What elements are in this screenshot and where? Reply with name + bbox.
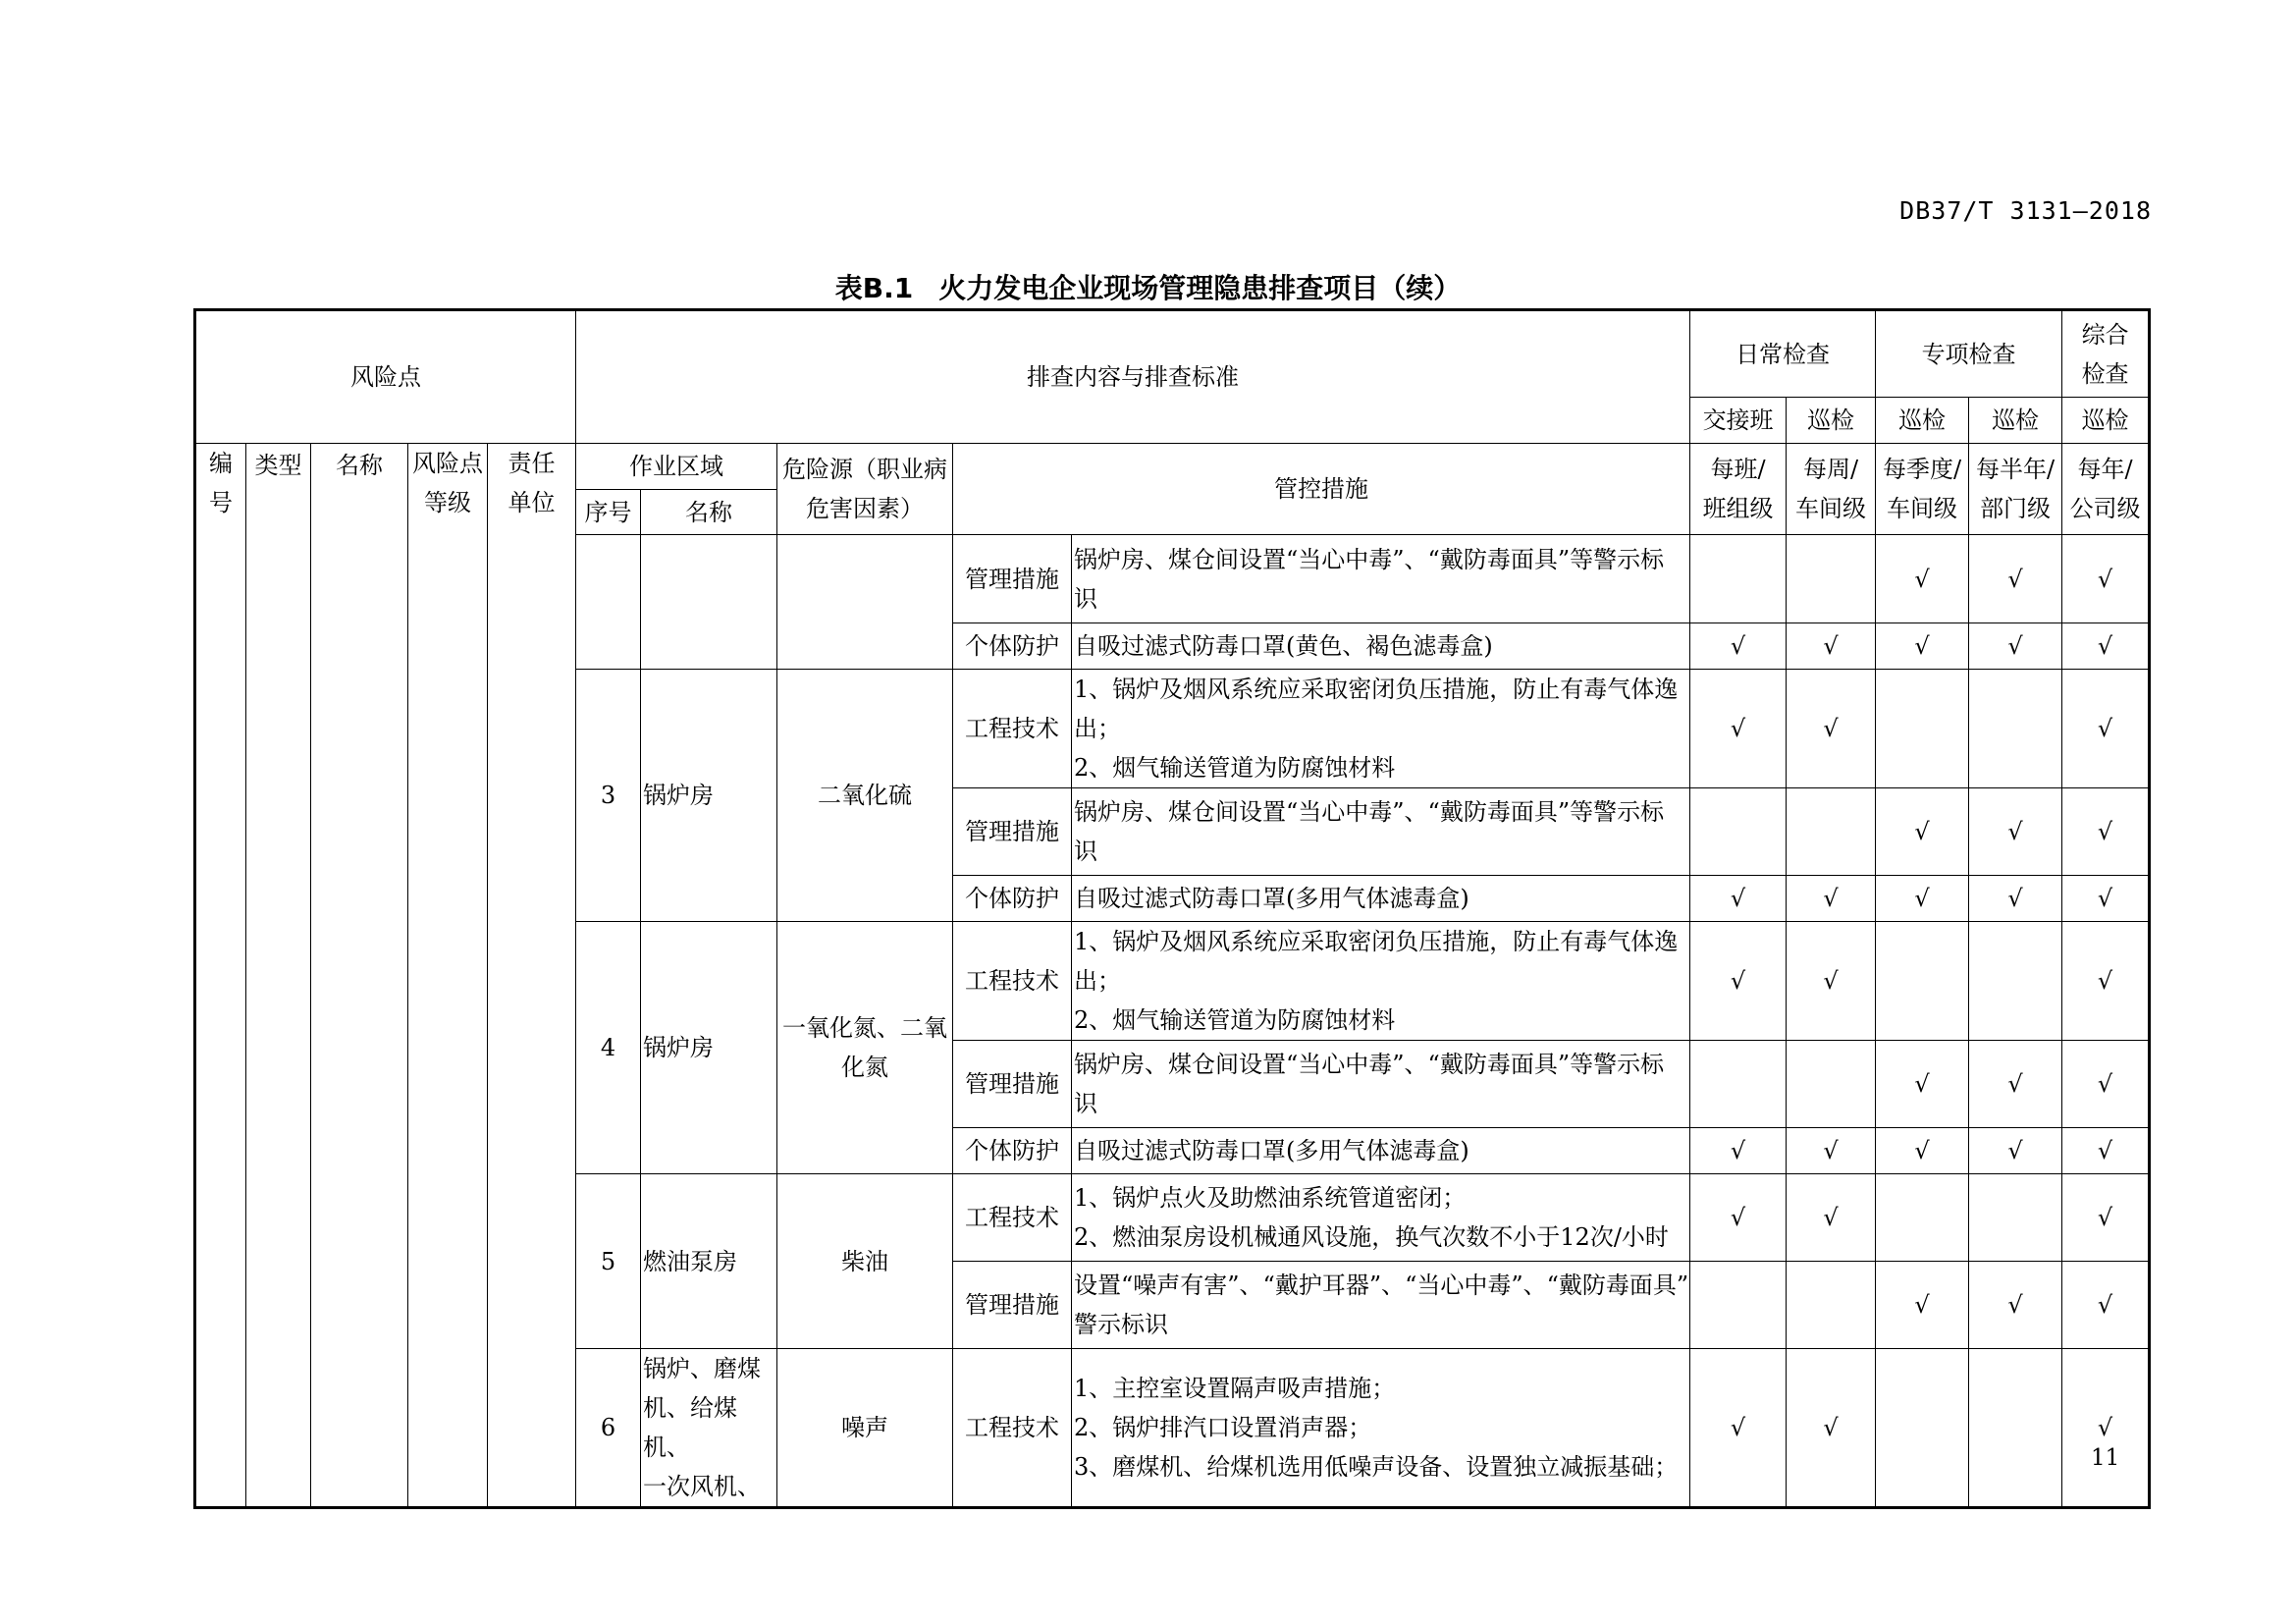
- row-hazard: [777, 670, 953, 922]
- text-line: 自吸过滤式防毒口罩(多用气体滤毒盒): [1074, 1137, 1469, 1164]
- work-area-header: 作业区域: [576, 444, 777, 490]
- check-cell: √: [1690, 922, 1787, 1041]
- row-area-name: [641, 670, 777, 922]
- check-cell: √: [1969, 535, 2062, 623]
- check-cell: √: [1690, 670, 1787, 788]
- row-hazard: [777, 922, 953, 1174]
- daily-check-header: 日常检查: [1690, 310, 1876, 398]
- row-area-name: [641, 535, 777, 670]
- check-cell: [1969, 670, 2062, 788]
- text-line: 自吸过滤式防毒口罩(多用气体滤毒盒): [1074, 885, 1469, 912]
- text-line: 2、烟气输送管道为防腐蚀材料: [1074, 1006, 1396, 1034]
- check-cell: √: [1787, 670, 1876, 788]
- check-cell: √: [1690, 1128, 1787, 1174]
- measure-text: [1072, 922, 1690, 1041]
- check-cell: [1876, 1349, 1969, 1508]
- check-cell: [1876, 670, 1969, 788]
- check-cell: √: [2062, 623, 2150, 670]
- text-line: 识: [1074, 584, 1098, 613]
- text-line: 一次风机、: [643, 1473, 762, 1500]
- responsible-unit-header: 责任 单位: [488, 444, 576, 1508]
- hazard-header: 危险源（职业病 危害因素）: [777, 444, 953, 535]
- check-cell: [1690, 788, 1787, 876]
- measure-text: [1072, 1174, 1690, 1262]
- measure-category: 管理措施: [953, 788, 1072, 876]
- text-line: 1、锅炉点火及助燃油系统管道密闭；: [1074, 1184, 1467, 1212]
- check-cell: √: [2062, 670, 2150, 788]
- measure-category: 个体防护: [953, 623, 1072, 670]
- text-line: 识: [1074, 1090, 1098, 1117]
- check-cell: √: [1876, 535, 1969, 623]
- number-header: 编 号: [195, 444, 246, 1508]
- text-line: 二氧化硫: [818, 782, 913, 809]
- measure-category: 管理措施: [953, 535, 1072, 623]
- control-measures-header: 管控措施: [953, 444, 1690, 535]
- name-header: 名称: [311, 444, 408, 1508]
- measure-category: 管理措施: [953, 1041, 1072, 1128]
- row-sequence: 5: [576, 1174, 641, 1349]
- check-cell: [1787, 535, 1876, 623]
- check-cell: √: [1969, 1041, 2062, 1128]
- measure-category: 个体防护: [953, 876, 1072, 922]
- measure-text: [1072, 1128, 1690, 1174]
- risk-point-header: 风险点: [195, 310, 576, 444]
- text-line: 锅炉房: [643, 782, 715, 809]
- row-hazard: [777, 1174, 953, 1349]
- patrol-header: 巡检: [1969, 398, 2062, 444]
- measure-text: [1072, 1349, 1690, 1508]
- patrol-header: 巡检: [1787, 398, 1876, 444]
- check-cell: [1969, 1349, 2062, 1508]
- text-line: 噪声: [841, 1414, 889, 1441]
- frequency-header: 每班/ 班组级: [1690, 444, 1787, 535]
- check-cell: √: [1787, 922, 1876, 1041]
- row-hazard: [777, 535, 953, 670]
- measure-category: 工程技术: [953, 1349, 1072, 1508]
- text-line: 锅炉房、煤仓间设置“当心中毒”、“戴防毒面具”等警示标: [1074, 545, 1665, 573]
- check-cell: √: [2062, 1262, 2150, 1349]
- check-cell: √: [1787, 623, 1876, 670]
- row-sequence: 4: [576, 922, 641, 1174]
- check-cell: √: [2062, 1128, 2150, 1174]
- row-area-name: [641, 1174, 777, 1349]
- text-line: 识: [1074, 838, 1098, 865]
- text-line: 机、给煤机、: [643, 1394, 738, 1461]
- text-line: 2、锅炉排汽口设置消声器；: [1074, 1414, 1372, 1441]
- measure-text: [1072, 1041, 1690, 1128]
- check-cell: [1876, 922, 1969, 1041]
- check-cell: √: [2062, 922, 2150, 1041]
- check-cell: √: [1876, 623, 1969, 670]
- inspection-table: [193, 308, 2151, 1509]
- patrol-header: 巡检: [1876, 398, 1969, 444]
- table-number: 表B.1: [834, 272, 914, 304]
- frequency-header: 每季度/ 车间级: [1876, 444, 1969, 535]
- text-line: 2、燃油泵房设机械通风设施，换气次数不小于12次/小时: [1074, 1223, 1669, 1251]
- check-cell: √: [1787, 1349, 1876, 1508]
- handover-header: 交接班: [1690, 398, 1787, 444]
- check-cell: [1690, 1041, 1787, 1128]
- check-cell: √: [1690, 1174, 1787, 1262]
- check-cell: √: [2062, 1174, 2150, 1262]
- risk-level-header: 风险点 等级: [408, 444, 488, 1508]
- measure-text: [1072, 535, 1690, 623]
- measure-category: 个体防护: [953, 1128, 1072, 1174]
- check-cell: [1690, 535, 1787, 623]
- text-line: 2、烟气输送管道为防腐蚀材料: [1074, 754, 1396, 782]
- check-cell: √: [2062, 788, 2150, 876]
- sequence-header: 序号: [576, 490, 641, 535]
- row-sequence: 3: [576, 670, 641, 922]
- check-cell: √: [2062, 1349, 2150, 1508]
- check-cell: √: [2062, 535, 2150, 623]
- inspection-content-header: 排查内容与排查标准: [576, 310, 1690, 444]
- measure-category: 工程技术: [953, 922, 1072, 1041]
- area-name-header: 名称: [641, 490, 777, 535]
- check-cell: [1876, 1174, 1969, 1262]
- check-cell: √: [1787, 876, 1876, 922]
- measure-text: [1072, 670, 1690, 788]
- row-area-name: [641, 1349, 777, 1508]
- check-cell: √: [1969, 623, 2062, 670]
- patrol-header: 巡检: [2062, 398, 2150, 444]
- measure-text: [1072, 876, 1690, 922]
- check-cell: √: [1969, 788, 2062, 876]
- page-number: 11: [2091, 1445, 2120, 1471]
- check-cell: √: [1690, 623, 1787, 670]
- text-line: 1、锅炉及烟风系统应采取密闭负压措施，防止有毒气体逸出；: [1074, 928, 1679, 995]
- table-title-text: 火力发电企业现场管理隐患排查项目（续）: [938, 272, 1462, 304]
- row-sequence: [576, 535, 641, 670]
- text-line: 锅炉、磨煤: [643, 1355, 762, 1382]
- measure-category: 管理措施: [953, 1262, 1072, 1349]
- check-cell: √: [1969, 1262, 2062, 1349]
- special-check-header: 专项检查: [1876, 310, 2062, 398]
- text-line: 化氮: [841, 1054, 889, 1081]
- text-line: 设置“噪声有害”、“戴护耳器”、“当心中毒”、“戴防毒面具”: [1074, 1272, 1689, 1299]
- text-line: 锅炉房: [643, 1034, 715, 1061]
- check-cell: √: [1876, 788, 1969, 876]
- check-cell: √: [1969, 1128, 2062, 1174]
- frequency-header: 每年/ 公司级: [2062, 444, 2150, 535]
- row-area-name: [641, 922, 777, 1174]
- check-cell: [1787, 1041, 1876, 1128]
- check-cell: √: [2062, 1041, 2150, 1128]
- check-cell: [1787, 1262, 1876, 1349]
- measure-text: [1072, 788, 1690, 876]
- frequency-header: 每周/ 车间级: [1787, 444, 1876, 535]
- standard-code: DB37/T 3131—2018: [1899, 196, 2152, 225]
- type-header: 类型: [246, 444, 311, 1508]
- check-cell: √: [1787, 1174, 1876, 1262]
- measure-category: 工程技术: [953, 670, 1072, 788]
- check-cell: √: [1690, 876, 1787, 922]
- check-cell: √: [1876, 1128, 1969, 1174]
- check-cell: √: [1690, 1349, 1787, 1508]
- text-line: 3、磨煤机、给煤机选用低噪声设备、设置独立减振基础；: [1074, 1453, 1679, 1481]
- row-sequence: 6: [576, 1349, 641, 1508]
- text-line: 一氧化氮、二氧: [782, 1014, 948, 1042]
- text-line: 1、锅炉及烟风系统应采取密闭负压措施，防止有毒气体逸出；: [1074, 676, 1679, 742]
- row-hazard: [777, 1349, 953, 1508]
- check-cell: [1969, 1174, 2062, 1262]
- measure-category: 工程技术: [953, 1174, 1072, 1262]
- measure-text: [1072, 1262, 1690, 1349]
- text-line: 锅炉房、煤仓间设置“当心中毒”、“戴防毒面具”等警示标: [1074, 1051, 1665, 1078]
- text-line: 柴油: [841, 1247, 889, 1275]
- text-line: 警示标识: [1074, 1311, 1169, 1338]
- frequency-header: 每半年/ 部门级: [1969, 444, 2062, 535]
- check-cell: [1690, 1262, 1787, 1349]
- check-cell: [1787, 788, 1876, 876]
- text-line: 1、主控室设置隔声吸声措施；: [1074, 1375, 1396, 1402]
- table-title: [0, 267, 2296, 306]
- text-line: 自吸过滤式防毒口罩(黄色、褐色滤毒盒): [1074, 632, 1493, 660]
- check-cell: √: [1876, 876, 1969, 922]
- check-cell: √: [1787, 1128, 1876, 1174]
- text-line: 燃油泵房: [643, 1247, 738, 1275]
- text-line: 锅炉房、煤仓间设置“当心中毒”、“戴防毒面具”等警示标: [1074, 798, 1665, 826]
- check-cell: [1969, 922, 2062, 1041]
- check-cell: √: [1876, 1262, 1969, 1349]
- check-cell: √: [1969, 876, 2062, 922]
- check-cell: √: [2062, 876, 2150, 922]
- measure-text: [1072, 623, 1690, 670]
- comprehensive-check-header: 综合 检查: [2062, 310, 2150, 398]
- check-cell: √: [1876, 1041, 1969, 1128]
